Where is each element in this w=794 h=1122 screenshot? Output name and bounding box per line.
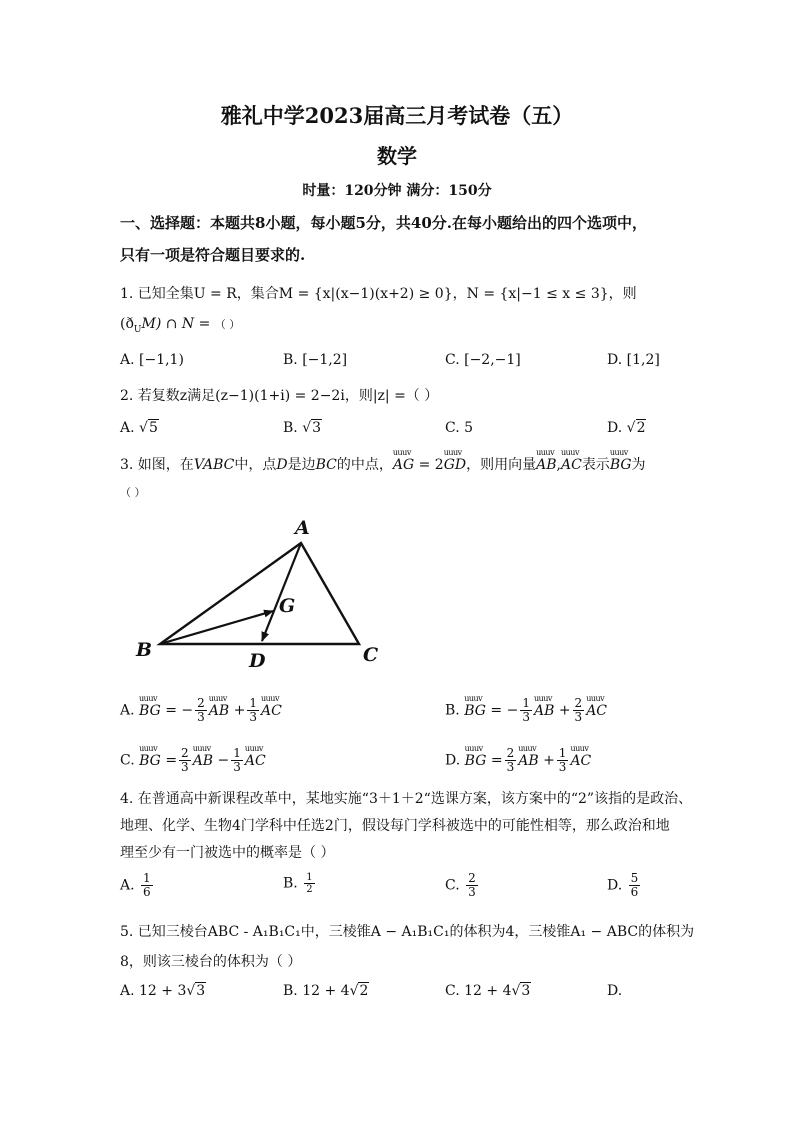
q2-option-a: A. √5	[120, 420, 158, 436]
q2-option-b: B. √3	[283, 420, 322, 436]
q3-paren: （ ）	[120, 486, 146, 499]
q1-stem-line2	[120, 316, 240, 335]
q4-option-b: B. $\frac{1}{2}$	[283, 872, 313, 895]
exam-meta: 时量：120分钟 满分：150分	[302, 183, 492, 199]
q1-expr: M) ∩ N =	[141, 316, 211, 332]
q4-stem-line2: 地理、化学、生物4门学科中任选2门，假设每门学科被选中的可能性相等，那么政治和地	[120, 818, 670, 834]
q4-stem-line1: 4. 在普通高中新课程改革中，某地实施“3＋1＋2“选课方案，该方案中的“2”该指的是政治、	[120, 791, 693, 807]
q5-option-c: C. 12 + 4√3	[445, 983, 531, 999]
q4-option-d: D. $\frac{5}{6}$	[607, 871, 639, 899]
q5-option-a: A. 12 + 3√3	[120, 983, 206, 999]
q3-option-a: A. uuuv BG = − $\frac{2}{3}$ uuuv AB + $\frac{1}{3}$ uuuv AC	[120, 697, 282, 724]
q4-stem-line3: 理至少有一门被选中的概率是（ ）	[120, 845, 335, 861]
q1-option-a: A. [−1,1)	[120, 352, 184, 368]
q1-stem: 1. 已知全集U = R，集合M = {x|(x−1)(x+2) ≥ 0}，N = {x|−1 ≤ x ≤ 3}，则	[120, 286, 637, 302]
q3-option-b: B. uuuv BG = − $\frac{1}{3}$ uuuv AB + $\frac{2}{3}$ uuuv AC	[445, 697, 607, 724]
q3-stem: 3. 如图，在VABC中，点D是边BC的中点，uuuv AG = 2uuuv GD，则用向量uuuv AB,uuuv AC表示uuuv BG为	[120, 454, 646, 474]
section-heading-line2: 只有一项是符合题目要求的.	[120, 246, 306, 264]
label-d: D	[249, 650, 266, 672]
exam-title: 雅礼中学2023届高三月考试卷（五）	[220, 103, 574, 128]
vector-bg	[160, 611, 273, 644]
q4-option-a: A. $\frac{1}{6}$	[120, 871, 151, 899]
q2-option-c: C. 5	[445, 420, 474, 436]
q5-option-b: B. 12 + 4√2	[283, 983, 369, 999]
q2-stem: 2. 若复数z满足(z−1)(1+i) = 2−2i，则|z| =（ ）	[120, 388, 439, 404]
q3-triangle-figure	[125, 510, 395, 675]
q2-option-d: D. √2	[607, 420, 646, 436]
section-heading-line1: 一、选择题：本题共8小题，每小题5分，共40分.在每小题给出的四个选项中，	[120, 214, 647, 232]
label-b: B	[136, 639, 153, 661]
q1-paren: （ ）	[214, 318, 241, 331]
q1-option-d: D. [1,2]	[607, 352, 660, 368]
q3-option-d: D. uuuv BG = $\frac{2}{3}$ uuuv AB + $\frac{1}{3}$ uuuv AC	[445, 747, 591, 774]
q5-stem-line2: 8，则该三棱台的体积为（ ）	[120, 954, 302, 970]
q4-option-c: C. $\frac{2}{3}$	[445, 871, 476, 899]
label-c: C	[363, 644, 379, 666]
label-g: G	[279, 595, 296, 617]
q5-option-d: D.	[607, 983, 623, 999]
q1-complement: (ð	[120, 316, 134, 332]
q1-option-c: C. [−2,−1]	[445, 352, 521, 368]
q1-option-b: B. [−1,2]	[283, 352, 348, 368]
triangle-abc	[160, 543, 359, 644]
q1-complement-sub: U	[133, 324, 142, 335]
q3-option-c: C. uuuv BG = $\frac{2}{3}$ uuuv AB − $\frac{1}{3}$ uuuv AC	[120, 747, 266, 774]
q5-stem-line1: 5. 已知三棱台ABC - A₁B₁C₁中，三棱锥A − A₁B₁C₁的体积为4，三棱锥A₁ − ABC的体积为	[120, 924, 695, 940]
exam-subject: 数学	[377, 144, 417, 168]
label-a: A	[295, 517, 310, 539]
